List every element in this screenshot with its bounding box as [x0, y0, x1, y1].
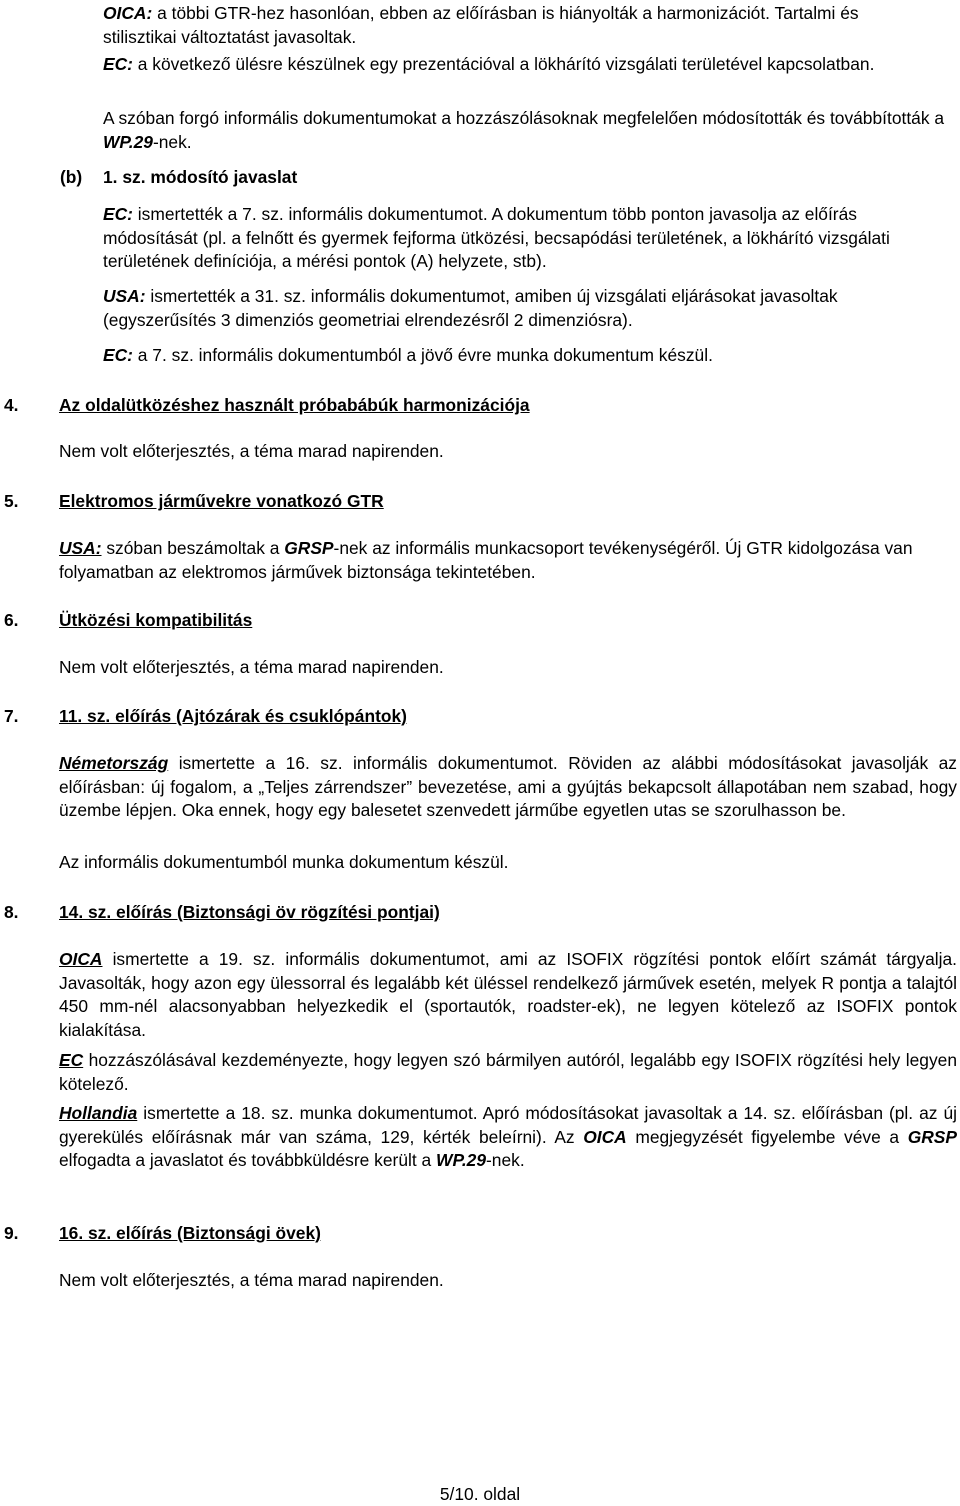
section-8-p3-text-b: megjegyzését figyelembe véve a: [626, 1126, 908, 1147]
section-7-text2: Az informális dokumentumból munka dokumentum készül.: [59, 852, 509, 872]
ec-label: EC:: [103, 54, 133, 74]
section-8-p1: [59, 948, 957, 1042]
section-7-number: 7.: [4, 706, 19, 726]
docs-paragraph: [103, 107, 960, 154]
docs-wp: WP.29: [103, 131, 153, 152]
sub-b-p2-label: USA:: [103, 286, 146, 306]
sub-b-marker: (b): [60, 167, 83, 187]
section-8-p2-label: EC: [59, 1050, 84, 1070]
section-5-title: Elektromos járművekre vonatkozó GTR: [59, 491, 384, 511]
sub-b-p2-text: ismertették a 31. sz. informális dokumentumot, amiben új vizsgálati eljárásokat javasoltak (egyszerűsítés 3 dimenziós geometriai elrendezésről 2 dimenziósra).: [103, 286, 838, 330]
sub-b-p1-text: ismertették a 7. sz. informális dokumentumot. A dokumentum több ponton javasolja az előírás módosítását (pl. a felnőtt és gyermek fejforma ütközési, becsapódási területének, a lökhárító vizsgálati területének definíciója, a mérési pontok (A) helyzete, stb).: [103, 204, 890, 271]
section-7-body: ismertette a 16. sz. informális dokumentumot. Röviden az alábbi módosításokat javasolják az előírásban: új fogalom, a „Teljes zárrendszer” bevezetése, ami a gyújtás bekapcsolt állapotában nem szabad, hogy üzembe lépjen. Oka ennek, hogy egy balesetet szenvedett járműbe egyetlen utas se szorulhasson be.: [59, 753, 957, 820]
section-8-p2: [59, 1049, 957, 1096]
sub-b-title: 1. sz. módosító javaslat: [103, 167, 298, 187]
section-8-p3-oica: OICA: [583, 1126, 627, 1147]
section-8-p1-text: ismertette a 19. sz. informális dokumentumot, ami az ISOFIX rögzítési pontok előírt számát tárgyalja. Javasolták, hogy azon egy ülessorral és legalább két üléssel rendelkező járművek esetén, melyek R pontja a talajtól 450 mm-nél alacsonyabban helyezkedik el (sportautók, roadster-ek), ne legyen kötelező az ISOFIX pontok kialakítása.: [59, 949, 957, 1040]
section-8-number: 8.: [4, 902, 19, 922]
section-6-number: 6.: [4, 610, 19, 630]
section-4-number: 4.: [4, 395, 19, 415]
section-8-p3-wp: WP.29: [436, 1150, 486, 1170]
section-8-p3: [59, 1102, 957, 1173]
section-8-p3-text-d: -nek.: [486, 1150, 525, 1170]
section-4-title: Az oldalütközéshez használt próbabábúk harmonizációja: [59, 395, 530, 415]
section-8-p3-text-c: elfogadta a javaslatot és továbbküldésre került a: [59, 1150, 437, 1170]
section-9-number: 9.: [4, 1223, 19, 1243]
section-6-title: Ütközési kompatibilitás: [59, 610, 253, 630]
section-5-text-a: szóban beszámoltak a: [101, 538, 285, 558]
section-9-text: Nem volt előterjesztés, a téma marad napirenden.: [59, 1270, 444, 1290]
oica-paragraph: [103, 2, 933, 49]
section-5-usa-label: USA:: [59, 538, 102, 558]
ec-paragraph: [103, 53, 923, 77]
section-7-text: [59, 752, 957, 823]
sub-b-p1-label: EC:: [103, 204, 133, 224]
ec-text: a következő ülésre készülnek egy prezentációval a lökhárító vizsgálati területével kapcsolatban.: [132, 54, 875, 74]
section-4-text: Nem volt előterjesztés, a téma marad napirenden.: [59, 441, 444, 461]
section-5-text-b: -nek az informális munkacsoport tevékenységéről. Új GTR kidolgozása van folyamatban az elektromos járművek biztonsága tekintetében.: [59, 538, 913, 582]
sub-b-p3-text: a 7. sz. informális dokumentumból a jövő évre munka dokumentum készül.: [132, 345, 713, 365]
docs-text-a: A szóban forgó informális dokumentumokat a hozzászólásoknak megfelelően módosították és továbbították a: [103, 108, 945, 128]
section-8-title: 14. sz. előírás (Biztonsági öv rögzítési pontjai): [59, 902, 440, 922]
section-8-p3-text-a: ismertette a 18. sz. munka dokumentumot. Apró módosításokat javasoltak a 14. sz. előírásban (pl. az új gyerekülés előírásnak már van száma, 129, kérték beleírni). Az: [59, 1103, 957, 1147]
page-number: 5/10. oldal: [439, 1484, 521, 1504]
section-8-p3-grsp: GRSP: [907, 1126, 958, 1147]
section-7-label: Németország: [59, 753, 169, 773]
sub-b-p1: [103, 203, 933, 274]
sub-b-p2: [103, 285, 893, 332]
section-8-p3-label: Hollandia: [59, 1103, 138, 1123]
section-9-title: 16. sz. előírás (Biztonsági övek): [59, 1223, 321, 1243]
oica-text: a többi GTR-hez hasonlóan, ebben az előírásban is hiányolták a harmonizációt. Tartalmi és stilisztikai változtatást javasoltak.: [103, 3, 859, 47]
oica-label: OICA:: [103, 3, 153, 23]
section-7-title: 11. sz. előírás (Ajtózárak és csuklópántok): [59, 706, 407, 726]
docs-text-b: -nek.: [152, 131, 192, 152]
section-5-grsp: GRSP: [284, 538, 334, 558]
section-5-text: [59, 537, 919, 584]
section-5-number: 5.: [4, 491, 19, 511]
section-8-p1-label: OICA: [59, 949, 103, 969]
sub-b-p3-label: EC:: [103, 345, 133, 365]
section-6-text: Nem volt előterjesztés, a téma marad napirenden.: [59, 657, 444, 677]
section-8-p2-text: hozzászólásával kezdeményezte, hogy legyen szó bármilyen autóról, legalább egy ISOFIX rögzítési hely legyen kötelező.: [59, 1050, 957, 1094]
sub-b-p3: [103, 344, 933, 368]
